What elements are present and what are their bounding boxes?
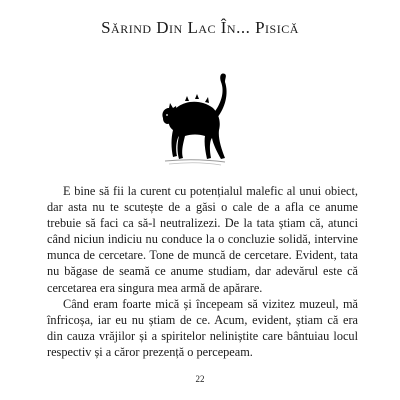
paragraph: Când eram foarte mică și începeam să vizitez muzeul, mă înfricoșa, iar eu nu știam de ce. Acum, evident, știam că era din cauza vrăjilor și a spiritelor neliniștite care bântuiau locul respectiv și a căror prezență o percepeam.: [47, 296, 358, 359]
black-cat-icon: [155, 68, 245, 168]
cat-illustration: [155, 68, 245, 168]
page-number: 22: [195, 374, 205, 384]
paragraph: E bine să fii la curent cu potențialul malefic al unui obiect, dar asta nu te scutește de a găsi o cale de a afla ce anume trebuie să faci ca să-l neutralizezi. De la tata știam că, atunci când niciun indiciu nu conduce la o concluzie solidă, intervine munca de cercetare. Tone de muncă de cercetare. Evident, tata nu băgase de seamă ce anume studiam, dar adevărul este că cercetarea era singura mea armă de apărare.: [47, 184, 358, 295]
chapter-title: Sărind Din Lac În... Pisică: [101, 18, 299, 37]
body-text: [47, 183, 358, 360]
